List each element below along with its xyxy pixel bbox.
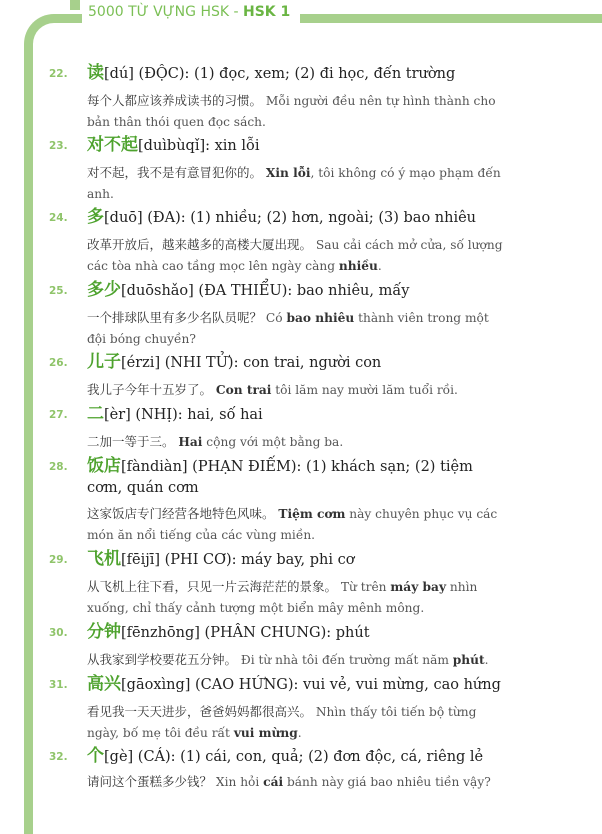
example-text: Sau cải cách mở cửa, số lượng các tòa nhà cao tầng mọc lên ngày càng	[87, 238, 503, 273]
entry-definition: [fēnzhōng] (PHÂN CHUNG): phút	[121, 625, 370, 641]
example-text: tôi lăm nay mười lăm tuổi rồi.	[271, 383, 458, 397]
entry-hanzi: 高兴	[87, 674, 121, 694]
entry-definition: [duìbùqǐ]: xin lỗi	[138, 138, 260, 154]
highlighted-word: cái	[263, 775, 284, 789]
entry-headword	[87, 674, 507, 696]
example-text: bánh này giá bao nhiêu tiền vậy?	[283, 775, 491, 789]
entry-hanzi: 读	[87, 63, 104, 83]
entry-example	[87, 379, 511, 401]
example-chinese: 对不起，我不是有意冒犯你的。	[87, 165, 263, 180]
entry-hanzi: 分钟	[87, 622, 121, 642]
entry-number: 26.	[49, 357, 68, 369]
example-vietnamese	[216, 383, 458, 397]
entry-definition: [dú] (ĐỘC): (1) đọc, xem; (2) đi học, đến trường	[104, 66, 456, 82]
example-chinese: 二加一等于三。	[87, 434, 175, 449]
example-chinese: 请问这个蛋糕多少钱？	[87, 774, 213, 789]
entry-example	[87, 234, 511, 277]
entry-number: 32.	[49, 751, 68, 763]
entry-definition: [èr] (NHỊ): hai, số hai	[104, 407, 263, 423]
example-text: này chuyên phục vụ các món ăn nổi tiếng của các vùng miền.	[87, 507, 498, 542]
entry-hanzi: 对不起	[87, 135, 138, 155]
entry-example	[87, 701, 511, 744]
entry-example	[87, 307, 511, 350]
highlighted-word: nhiều	[338, 259, 378, 273]
entry-number: 29.	[49, 554, 68, 566]
entry-headword	[87, 549, 507, 571]
entry-hanzi: 多	[87, 207, 104, 227]
entry-definition: [fēijī] (PHI CƠ): máy bay, phi cơ	[121, 552, 355, 568]
highlighted-word: Tiệm cơm	[278, 507, 346, 521]
highlighted-word: phút	[452, 653, 485, 667]
example-chinese: 从飞机上往下看，只见一片云海茫茫的景象。	[87, 579, 338, 594]
entry-headword	[87, 404, 507, 426]
entry-hanzi: 儿子	[87, 352, 121, 372]
example-chinese: 一个排球队里有多少名队员呢？	[87, 310, 263, 325]
entry-example	[87, 576, 511, 619]
entry-number: 27.	[49, 409, 68, 421]
entry-number: 28.	[49, 461, 68, 473]
entry-headword	[87, 63, 507, 85]
entry-definition: [gāoxìng] (CAO HỨNG): vui vẻ, vui mừng, cao hứng	[121, 677, 501, 693]
entry-hanzi: 饭店	[87, 456, 121, 476]
entry-number: 30.	[49, 627, 68, 639]
header-prefix: 5000 TỪ VỰNG HSK -	[88, 4, 243, 20]
entry-headword	[87, 280, 507, 302]
example-vietnamese	[241, 653, 489, 667]
entry-number: 22.	[49, 68, 68, 80]
entry-headword	[87, 352, 507, 374]
entry-hanzi: 个	[87, 746, 104, 766]
example-chinese: 看见我一天天进步，爸爸妈妈都很高兴。	[87, 704, 313, 719]
highlighted-word: Xin lỗi	[265, 166, 311, 180]
entry-definition: [érzi] (NHI TỬ): con trai, người con	[121, 355, 382, 371]
entry-example	[87, 90, 511, 133]
entry-example	[87, 503, 511, 546]
highlighted-word: Hai	[178, 435, 203, 449]
entry-headword	[87, 622, 507, 644]
entry-definition: [gè] (CÁ): (1) cái, con, quả; (2) đơn độc, cá, riêng lẻ	[104, 749, 484, 765]
example-text: .	[297, 726, 302, 740]
example-text: Xin hỏi	[215, 775, 264, 789]
example-text: nhìn xuống, chỉ thấy cảnh tượng một biển mây mênh mông.	[87, 580, 478, 615]
entry-hanzi: 二	[87, 404, 104, 424]
example-text: .	[484, 653, 489, 667]
entry-definition: [fàndiàn] (PHẠN ĐIẾM): (1) khách sạn; (2) tiệm cơm, quán cơm	[87, 459, 473, 496]
entry-headword	[87, 207, 507, 229]
header-level: HSK 1	[243, 4, 291, 20]
entry-headword	[87, 456, 507, 499]
entry-headword	[87, 135, 507, 157]
entry-number: 25.	[49, 285, 68, 297]
example-text: Từ trên	[340, 580, 391, 594]
example-chinese: 我儿子今年十五岁了。	[87, 382, 213, 397]
example-text: .	[377, 259, 382, 273]
example-chinese: 这家饭店专门经营各地特色风味。	[87, 506, 275, 521]
entry-headword	[87, 746, 507, 768]
example-text: cộng với một bằng ba.	[202, 435, 344, 449]
entry-example	[87, 162, 511, 205]
example-chinese: 改革开放后，越来越多的高楼大厦出现。	[87, 237, 313, 252]
highlighted-word: bao nhiêu	[286, 311, 355, 325]
entry-hanzi: 飞机	[87, 549, 121, 569]
entry-example	[87, 649, 511, 671]
example-text: Mỗi người đều nên tự hình thành cho bản thân thói quen đọc sách.	[87, 94, 496, 129]
example-chinese: 从我家到学校要花五分钟。	[87, 652, 238, 667]
highlighted-word: Con trai	[215, 383, 272, 397]
entry-hanzi: 多少	[87, 280, 121, 300]
example-vietnamese	[178, 435, 343, 449]
entry-definition: [duōshǎo] (ĐA THIỂU): bao nhiêu, mấy	[121, 283, 410, 299]
entry-number: 23.	[49, 140, 68, 152]
example-text: Đi từ nhà tôi đến trường mất năm	[240, 653, 453, 667]
entry-definition: [duō] (ĐA): (1) nhiều; (2) hơn, ngoài; (3) bao nhiêu	[104, 210, 477, 226]
example-text: Nhìn thấy tôi tiến bộ từng ngày, bố mẹ tôi đều rất	[87, 705, 477, 740]
example-text: , tôi không có ý mạo phạm đến anh.	[87, 166, 501, 201]
entry-example	[87, 771, 511, 793]
highlighted-word: máy bay	[390, 580, 447, 594]
highlighted-word: vui mừng	[233, 726, 298, 740]
entry-number: 31.	[49, 679, 68, 691]
entry-number: 24.	[49, 212, 68, 224]
example-text: Có	[265, 311, 287, 325]
example-text: thành viên trong một đội bóng chuyền?	[87, 311, 489, 346]
entry-example	[87, 431, 511, 453]
example-vietnamese	[216, 775, 491, 789]
example-chinese: 每个人都应该养成读书的习惯。	[87, 93, 263, 108]
